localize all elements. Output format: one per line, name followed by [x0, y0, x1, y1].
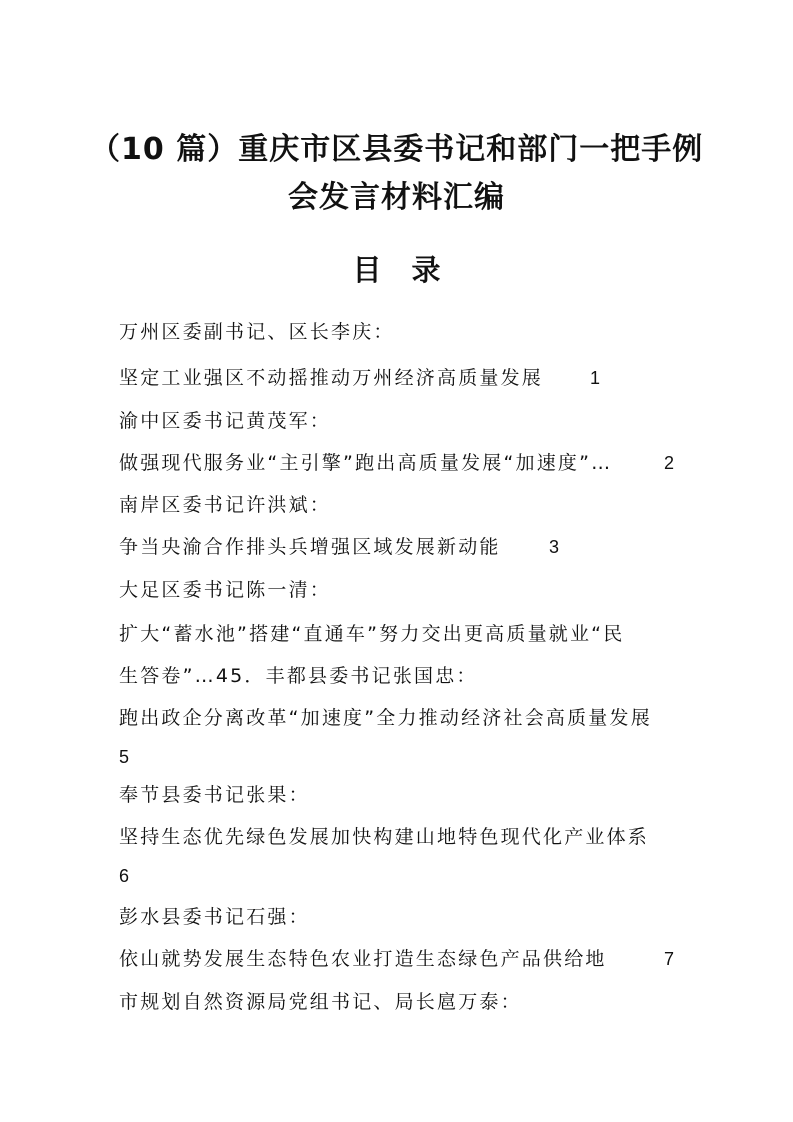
toc-entry-author: 万州区委副书记、区长李庆：	[119, 321, 395, 343]
toc-entry-author: 奉节县委书记张果：	[119, 784, 310, 806]
toc-page-number: 2	[664, 453, 675, 473]
toc-entry-title: 生答卷”…45．丰都县委书记张国忠：	[119, 665, 478, 687]
toc-entry-title: 扩大“蓄水池”搭建“直通车”努力交出更高质量就业“民	[119, 623, 625, 645]
toc-entry-author: 南岸区委书记许洪斌：	[119, 494, 332, 516]
toc-entry-title: 坚持生态优先绿色发展加快构建山地特色现代化产业体系	[119, 826, 650, 848]
toc-entry-title: 跑出政企分离改革“加速度”全力推动经济社会高质量发展	[119, 707, 652, 729]
toc-page-number: 5	[119, 747, 132, 767]
document-title-line1: （10 篇）重庆市区县委书记和部门一把手例	[90, 132, 704, 167]
toc-entry-title: 做强现代服务业“主引擎”跑出高质量发展“加速度”…	[119, 452, 613, 474]
toc-page-number: 3	[549, 537, 560, 557]
toc-entry-author: 市规划自然资源局党组书记、局长扈万泰：	[119, 991, 522, 1013]
toc-heading: 目录	[352, 253, 471, 287]
toc-entry-title: 依山就势发展生态特色农业打造生态绿色产品供给地	[119, 948, 607, 970]
toc-entry-author: 大足区委书记陈一清：	[119, 579, 332, 601]
document-title-line2: 会发言材料汇编	[288, 180, 505, 215]
toc-entry-author: 彭水县委书记石强：	[119, 906, 310, 928]
toc-entry-title: 争当央渝合作排头兵增强区域发展新动能	[119, 536, 501, 558]
toc-entry-author: 渝中区委书记黄茂军：	[119, 410, 332, 432]
toc-page-number: 1	[590, 368, 601, 388]
toc-page-number: 7	[664, 949, 675, 969]
toc-entry-title: 坚定工业强区不动摇推动万州经济高质量发展	[119, 367, 544, 389]
toc-page-number: 6	[119, 866, 132, 886]
